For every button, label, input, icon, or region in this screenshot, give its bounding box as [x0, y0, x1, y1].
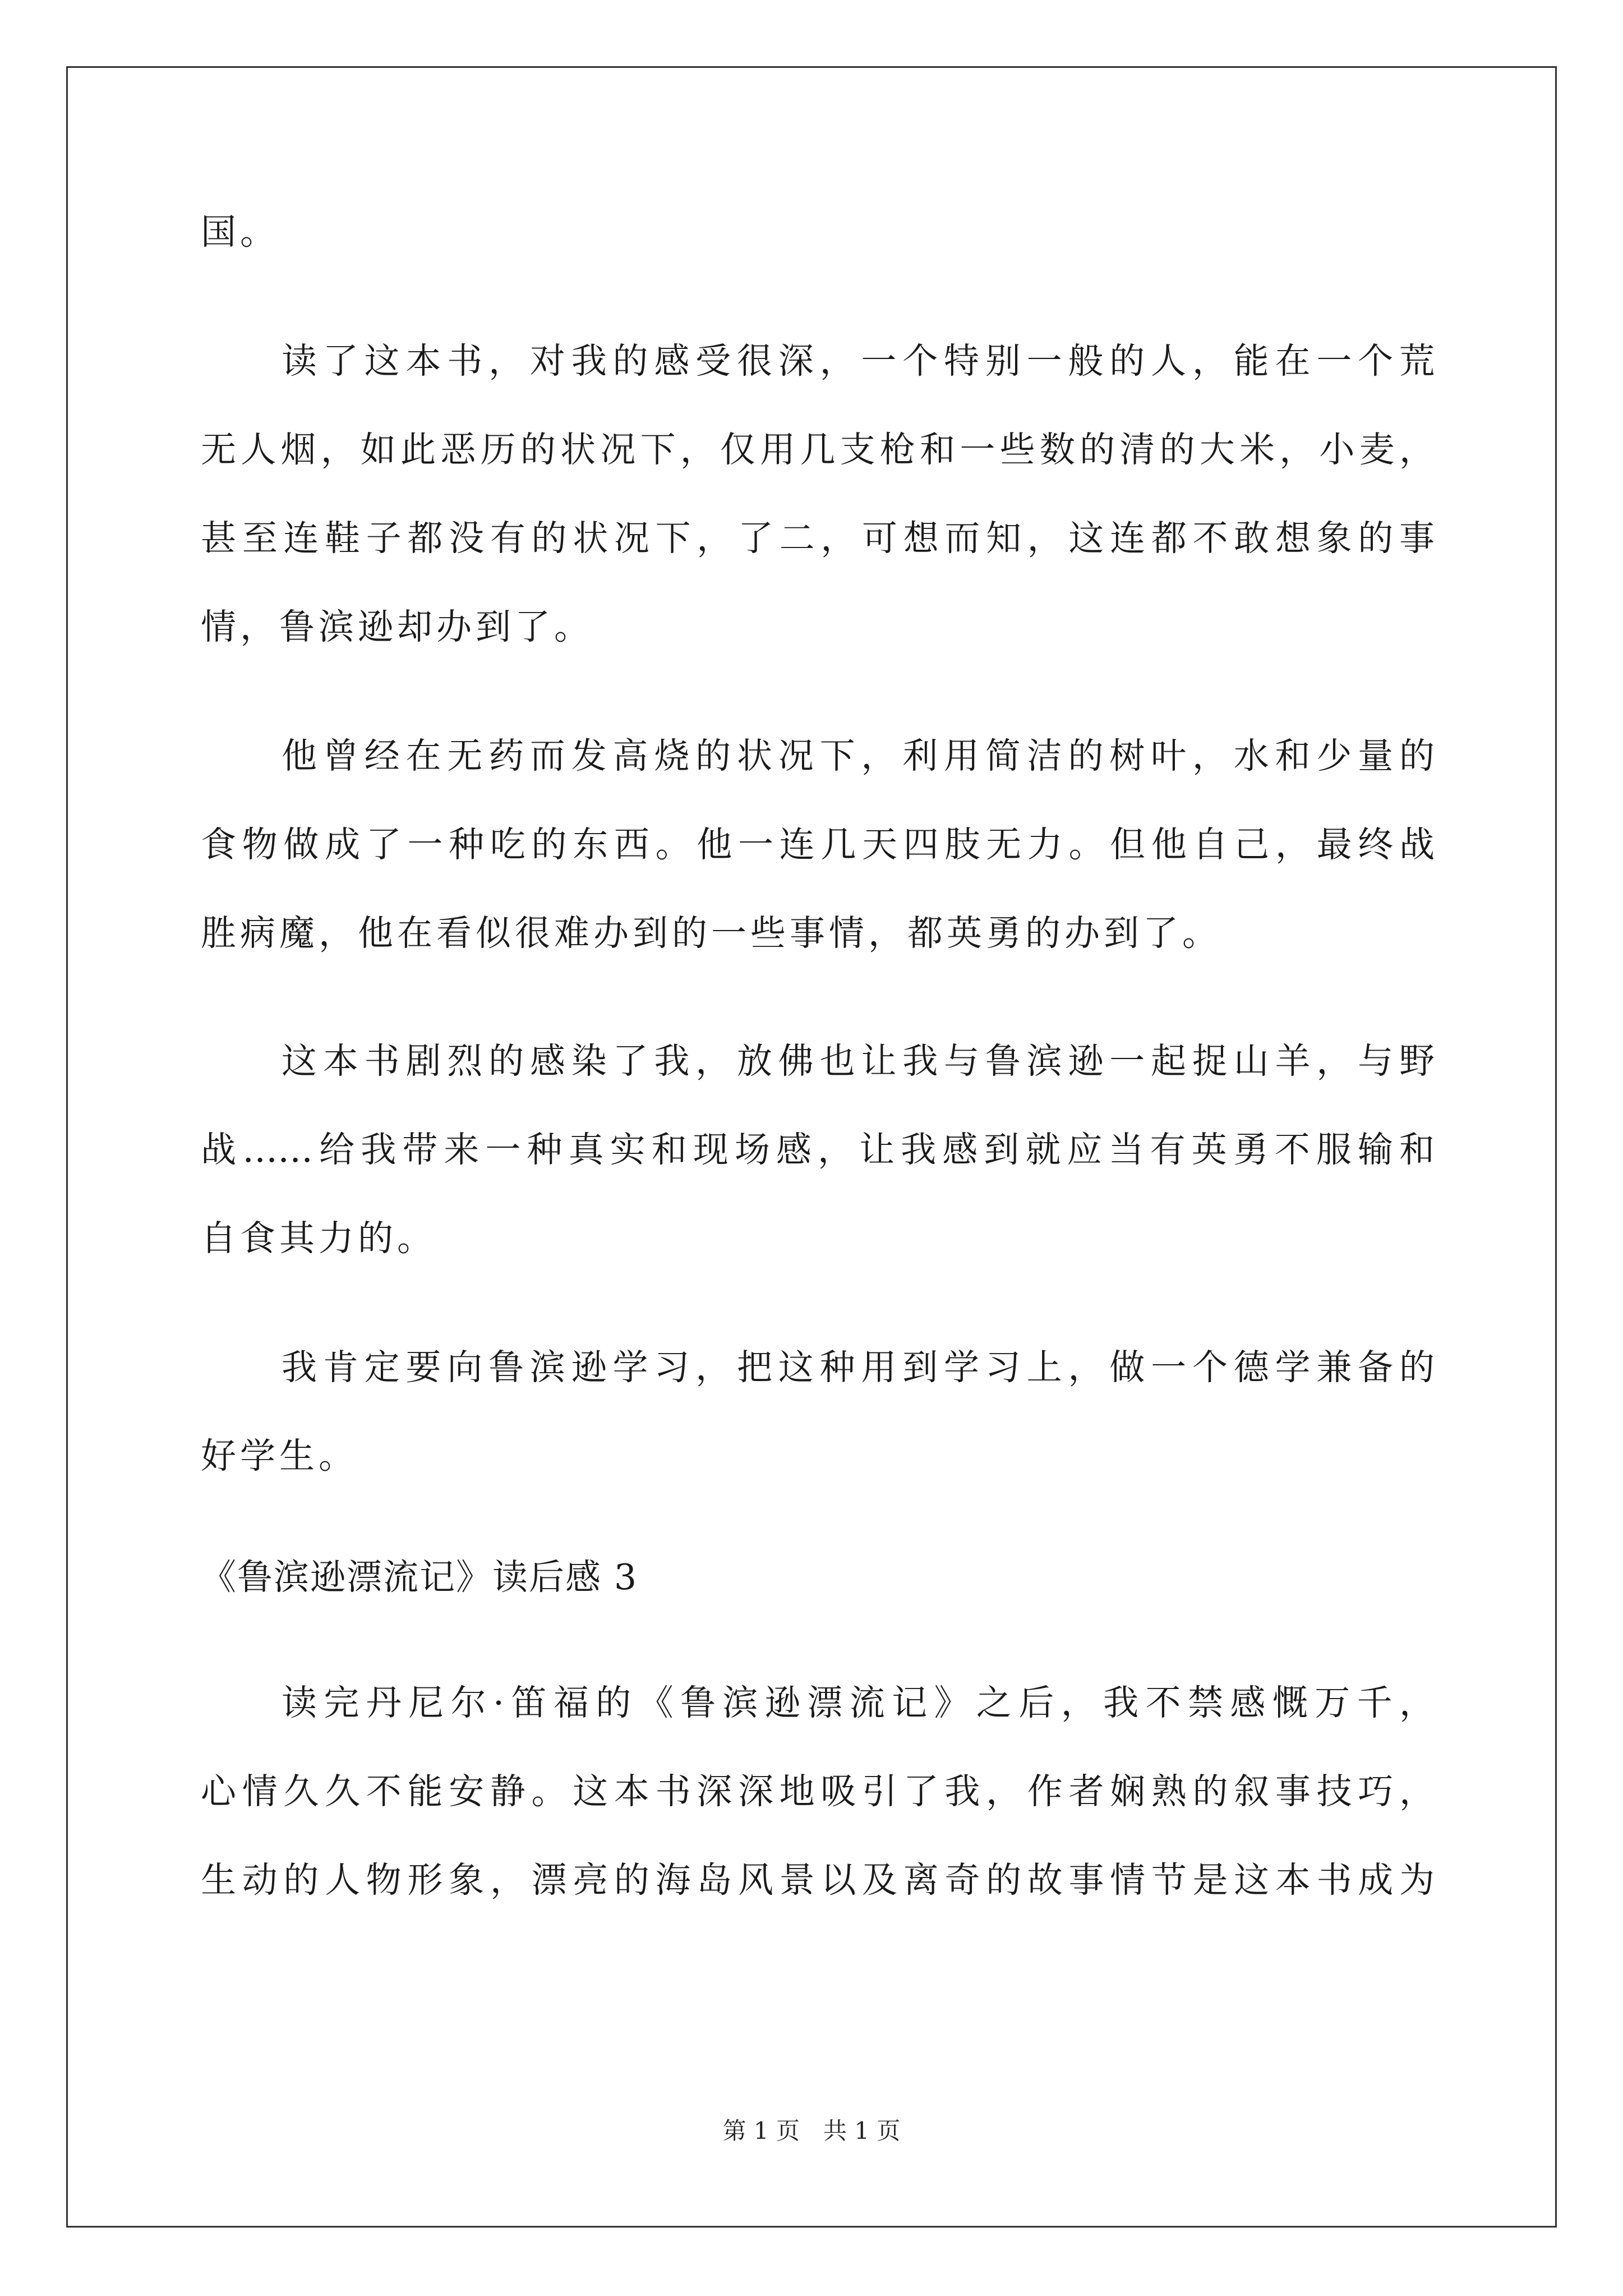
- section-heading: 《鲁滨逊漂流记》读后感 3: [201, 1557, 638, 1598]
- text-line: 食物做成了一种吃的东西。他一连几天四肢无力。但他自己，最终战: [201, 824, 1435, 865]
- text-line: 好学生。: [201, 1435, 358, 1476]
- paragraph-first-line: 他曾经在无药而发高烧的状况下，利用简洁的树叶，水和少量的: [282, 735, 1435, 776]
- text-line: 战……给我带来一种真实和现场感，让我感到就应当有英勇不服输和: [201, 1129, 1435, 1170]
- paragraph-first-line: 这本书剧烈的感染了我，放佛也让我与鲁滨逊一起捉山羊，与野: [282, 1041, 1435, 1082]
- text-line: 自食其力的。: [201, 1218, 436, 1259]
- paragraph-first-line: 读了这本书，对我的感受很深，一个特别一般的人，能在一个荒: [282, 341, 1435, 381]
- text-line: 胜病魔，他在看似很难办到的一些事情，都英勇的办到了。: [201, 913, 1221, 954]
- text-line: 无人烟，如此恶历的状况下，仅用几支枪和一些数的清的大米，小麦，: [201, 429, 1435, 470]
- paragraph-first-line: 读完丹尼尔·笛福的《鲁滨逊漂流记》之后，我不禁感慨万千，: [282, 1682, 1435, 1723]
- text-line: 生动的人物形象，漂亮的海岛风景以及离奇的故事情节是这本书成为: [201, 1860, 1435, 1901]
- text-line: 甚至连鞋子都没有的状况下，了二，可想而知，这连都不敢想象的事: [201, 518, 1435, 559]
- paragraph-first-line: 我肯定要向鲁滨逊学习，把这种用到学习上，做一个德学兼备的: [282, 1347, 1435, 1388]
- text-line: 心情久久不能安静。这本书深深地吸引了我，作者娴熟的叙事技巧，: [201, 1771, 1435, 1812]
- text-line: 情，鲁滨逊却办到了。: [201, 606, 593, 647]
- page-footer: 第 1 页 共 1 页: [722, 2117, 901, 2145]
- text-line: 国。: [201, 211, 279, 252]
